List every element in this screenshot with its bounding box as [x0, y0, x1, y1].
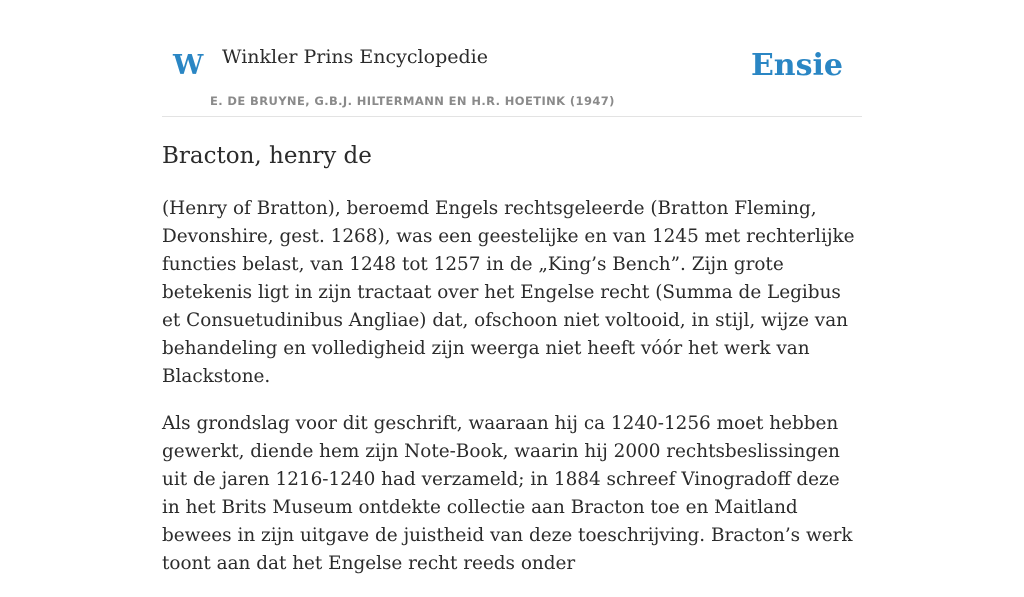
- article-paragraph: Als grondslag voor dit geschrift, waaraan hij ca 1240-1256 moet hebben gewerkt, diende hem zijn Note-Book, waarin hij 2000 rechtsbeslissingen uit de jaren 1216-1240 had verzameld; in 1884 schreef Vinogradoff deze in het Brits Museum ontdekte collectie aan Bracton toe en Maitland bewees in zijn uitgave de juistheid van deze toeschrijving. Bracton’s werk toont aan dat het Engelse recht reeds onder: [162, 413, 853, 574]
- site-header: [162, 0, 862, 117]
- site-subtitle: E. DE BRUYNE, G.B.J. HILTERMANN EN H.R. HOETINK (1947): [210, 94, 615, 108]
- article-title: Bracton, henry de: [162, 143, 372, 169]
- article-paragraph: (Henry of Bratton), beroemd Engels rechtsgeleerde (Bratton Fleming, Devonshire, gest. 1268), was een geestelijke en van 1245 met rechterlijke functies belast, van 1248 tot 1257 in de „King’s Bench”. Zijn grote betekenis ligt in zijn tractaat over het Engelse recht (Summa de Legibus et Consuetudinibus Angliae) dat, ofschoon niet voltooid, in stijl, wijze van behandeling en volledigheid zijn weerga niet heeft vóór het werk van Blackstone.: [162, 198, 855, 387]
- site-title[interactable]: Winkler Prins Encyclopedie: [222, 46, 488, 68]
- brand-logo[interactable]: Ensie: [750, 48, 843, 83]
- page: [162, 0, 862, 597]
- site-logo[interactable]: W: [173, 50, 204, 81]
- article-body: [162, 195, 862, 578]
